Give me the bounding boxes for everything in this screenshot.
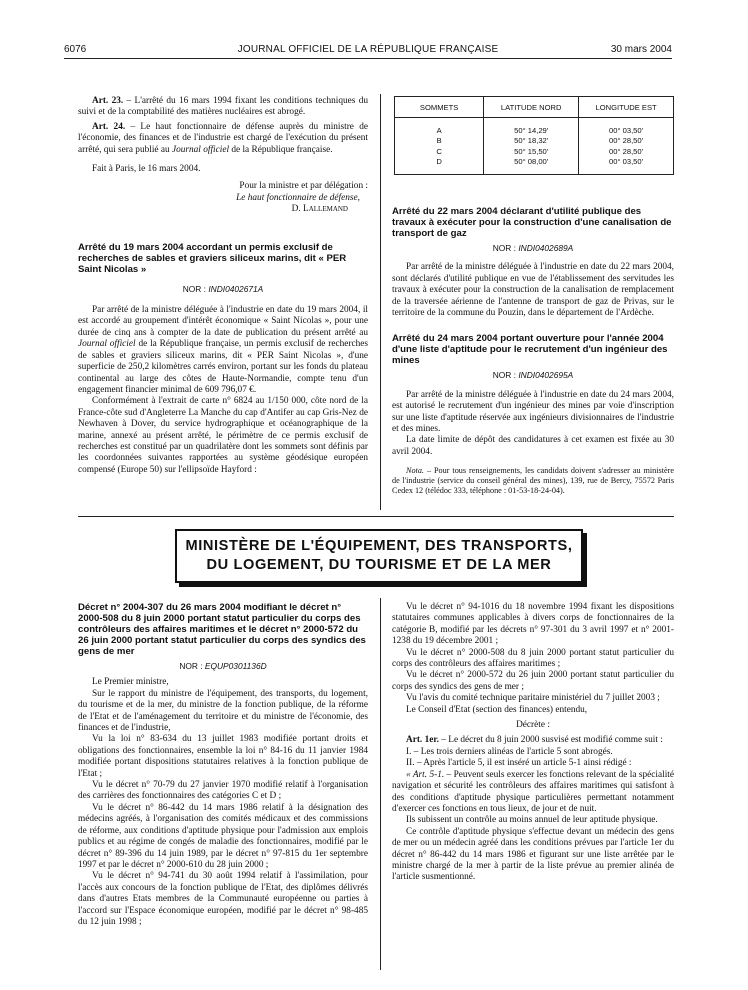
ministry-line-2: DU LOGEMENT, DU TOURISME ET DE LA MER — [206, 557, 552, 573]
table-row: A 50° 14,29' 00° 03,50' — [395, 125, 674, 136]
decrete: Décrète : — [516, 720, 550, 731]
arrete-gaz-title: Arrêté du 22 mars 2004 déclarant d'utilité publique des travaux à exécuter pour la construction d'une canalisation de transport de gaz — [392, 206, 672, 239]
arrete-mines-title: Arrêté du 24 mars 2004 portant ouverture pour l'année 2004 d'une liste d'aptitude pour le recrutement d'un ingénieur des mines — [392, 333, 668, 367]
signer-name: D. Lallemand — [291, 204, 348, 215]
issue-date: 30 mars 2004 — [610, 44, 672, 55]
premier-ministre: Le Premier ministre, — [92, 677, 169, 688]
fait-a-paris: Fait à Paris, le 16 mars 2004. — [92, 164, 201, 175]
coordinates-table — [394, 96, 674, 175]
arrete-mines-nota: Nota. – Pour tous renseignements, les candidats doivent s'adresser au ministère de l'industrie (service du conseil général des mines), 139, rue de Bercy, 75572 Paris Cedex 12 (télédoc 333, téléphone : 01-53-18-24-04). — [392, 466, 674, 496]
decret-visa-3: Vu le décret n° 70-79 du 27 janvier 1970 modifié relatif à l'organisation des carrières des fonctionnaires des catégories C et D ; — [78, 780, 368, 802]
decret-visa-6: Vu le décret n° 94-1016 du 18 novembre 1994 fixant les dispositions statutaires communes applicables à divers corps de fonctionnaires de la catégorie B, modifié par les décrets n° 97-301 du 3 avril 1997 et n° 2001-1238 du 19 décembre 2001 ; — [392, 602, 674, 647]
decret-visa-9: Vu l'avis du comité technique paritaire ministériel du 7 juillet 2003 ; — [406, 693, 660, 704]
decret-visa-4: Vu le décret n° 86-442 du 14 mars 1986 relatif à la désignation des médecins agréés, à l'organisation des comités médicaux et des commissions de réforme, aux conditions d'aptitude physique pour l'admission aux emplois publics et au régime de congés de maladie des fonctionnaires, modifié par le décret n° 89-396 du 14 juin 1989, par le décret n° 97-815 du 1er septembre 1997 et par le décret n° 2000-610 du 28 juin 2000 ; — [78, 802, 368, 870]
delegation-line: Pour la ministre et par délégation : — [239, 181, 368, 192]
decret-title: Décret n° 2004-307 du 26 mars 2004 modifiant le décret n° 2000-508 du 8 juin 2000 portant statut particulier du corps des contrôleurs des affaires maritimes et le décret n° 2000-572 du 26 juin 2000 portant statut particulier du corps des syndics des gens de mer — [78, 602, 366, 657]
decret-visa-1: Sur le rapport du ministre de l'équipement, des transports, du logement, du tourisme et de la mer, du ministre de la fonction publique, de la réforme de l'Etat et de l'aménagement du territoire et du ministre de l'économie, des finances et de l'industrie, — [78, 688, 368, 734]
arrete-mines-para-2: La date limite de dépôt des candidatures à cet examen est fixée au 30 avril 2004. — [392, 435, 674, 457]
arrete-mines-nor: NOR : INDI0402695A — [492, 370, 574, 381]
decret-article-5-1: « Art. 5-1. – Peuvent seuls exercer les fonctions relevant de la spécialité navigation et sécurité les contrôleurs des affaires maritimes qui satisfont à des conditions d'aptitude physique particulières permettant notamment d'exercer ces fonctions en tous lieux, de jour et de nuit. — [392, 769, 674, 814]
decret-item-1: I. – Les trois derniers alinéas de l'article 5 sont abrogés. — [406, 746, 613, 757]
decret-item-2: II. – Après l'article 5, il est inséré un article 5-1 ainsi rédigé : — [406, 758, 632, 769]
column-separator-top — [380, 94, 381, 510]
right-column-bottom — [392, 602, 674, 884]
table-row: B 50° 18,32' 00° 28,50' — [395, 136, 674, 147]
arrete-sables-para-2: Conformément à l'extrait de carte n° 6824 au 1/150 000, côte nord de la France-côte sud d'Angleterre La Manche du cap d'Antifer au cap Gris-Nez de Newhaven à Dover, du service hydrographique et océanographique de la marine, annexé au présent arrêté, le périmètre de ce permis exclusif de recherches est constitué par un quadrilatère dont les sommets sont définis par les coordonnées suivantes rapportées au système géodésique européen compensé (Europe 50) sur l'ellipsoïde Hayford : — [78, 396, 368, 475]
ministry-line-1: MINISTÈRE DE L'ÉQUIPEMENT, DES TRANSPORTS, — [185, 538, 573, 554]
page-number: 6076 — [64, 44, 87, 55]
left-column-bottom — [78, 602, 368, 928]
decret-nor: NOR : EQUP0301136D — [179, 661, 267, 671]
table-row: C 50° 15,50' 00° 28,50' — [395, 146, 674, 157]
decret-visa-10: Le Conseil d'Etat (section des finances) entendu, — [406, 704, 588, 715]
left-column-top — [78, 96, 368, 476]
table-header-row — [395, 97, 674, 118]
decret-article-1: Art. 1er. – Le décret du 8 juin 2000 susvisé est modifié comme suit : — [406, 735, 663, 746]
table-row: D 50° 08,00' 00° 03,50' — [395, 157, 674, 168]
arrete-sables-title: Arrêté du 19 mars 2004 accordant un permis exclusif de recherches de sables et graviers siliceux marins, dit « PER Saint Nicolas » — [78, 241, 347, 275]
ministry-banner — [175, 529, 583, 583]
running-header — [64, 44, 672, 59]
column-header: SOMMETS — [395, 97, 484, 118]
decret-medecin-para: Ce contrôle d'aptitude physique s'effectue devant un médecin des gens de mer ou un médecin agréé dans les conditions prévues par l'article 1er du décret n° 86-442 du 14 mars 1986 et figurant sur une liste arrêtée par le ministre chargé de la mer à partir de la liste prévue au premier alinéa de l'article susmentionné. — [392, 826, 674, 883]
column-separator-bottom — [380, 598, 381, 970]
column-header: LATITUDE NORD — [484, 97, 579, 118]
decret-visa-5: Vu le décret n° 94-741 du 30 août 1994 relatif à l'assimilation, pour l'accès aux concours de la fonction publique de l'Etat, des diplômes délivrés dans d'autres Etats membres de la Communauté européenne ou parties à l'accord sur l'Espace économique européen, modifié par le décret n° 98-485 du 12 juin 1998 ; — [78, 871, 368, 927]
arrete-gaz-nor: NOR : INDI0402689A — [492, 243, 574, 253]
section-divider — [78, 516, 674, 517]
journal-title: JOURNAL OFFICIEL DE LA RÉPUBLIQUE FRANÇAISE — [237, 44, 499, 55]
signer-role: Le haut fonctionnaire de défense, — [236, 192, 360, 203]
decret-controle-para: Ils subissent un contrôle au moins annuel de leur aptitude physique. — [406, 815, 658, 826]
decret-visa-8: Vu le décret n° 2000-572 du 26 juin 2000 portant statut particulier du corps des syndics des gens de mer ; — [392, 670, 674, 692]
article-24: Art. 24. – Le haut fonctionnaire de défense auprès du ministre de l'économie, des finances et de l'industrie est chargé de l'exécution du présent arrêté, qui sera publié au Journal officiel de la République française. — [78, 121, 368, 155]
arrete-sables-nor: NOR : INDI0402671A — [182, 283, 264, 294]
article-23: Art. 23. – L'arrêté du 16 mars 1994 fixant les conditions techniques du suivi et de la comptabilité des matières nucléaires est abrogé. — [78, 96, 368, 118]
arrete-sables-para-1: Par arrêté de la ministre déléguée à l'industrie en date du 19 mars 2004, il est accordé au groupement d'intérêt économique « Saint Nicolas », pour une durée de cinq ans à compter de la date de publication du présent arrêté au Journal officiel de la République française, un permis exclusif de recherches de sables et graviers siliceux marins, dit « PER Saint Nicolas », d'une superficie de 250,2 kilomètres carrés environ, portant sur les fonds du plateau continental au large des côtes de Haute-Normandie, compte tenu d'un engagement financier minimal de 609 796,07 €. — [78, 305, 368, 395]
arrete-mines-para-1: Par arrêté de la ministre déléguée à l'industrie en date du 24 mars 2004, est autorisé le recrutement d'un ingénieur des mines par voie d'inscription sur une liste d'aptitude réservée aux ingénieurs divisionnaires de l'industrie et des mines. — [392, 389, 674, 435]
right-column-top — [392, 206, 674, 496]
column-header: LONGITUDE EST — [579, 97, 674, 118]
decret-visa-7: Vu le décret n° 2000-508 du 8 juin 2000 portant statut particulier du corps des contrôleurs des affaires maritimes ; — [392, 647, 674, 670]
arrete-gaz-para-1: Par arrêté de la ministre déléguée à l'industrie en date du 22 mars 2004, sont déclarés d'utilité publique en vue de l'établissement des servitudes les travaux à exécuter pour la construction de la canalisation de remplacement de la traversée aérienne de l'antenne de transport de gaz de Privas, sur le territoire de la commune du Pouzin, dans le département de l'Ardèche. — [392, 262, 674, 319]
decret-visa-2: Vu la loi n° 83-634 du 13 juillet 1983 modifiée portant droits et obligations des fonctionnaires, ensemble la loi n° 84-16 du 11 janvier 1984 modifiée portant dispositions statutaires relatives à la fonction publique de l'Etat ; — [78, 734, 368, 779]
